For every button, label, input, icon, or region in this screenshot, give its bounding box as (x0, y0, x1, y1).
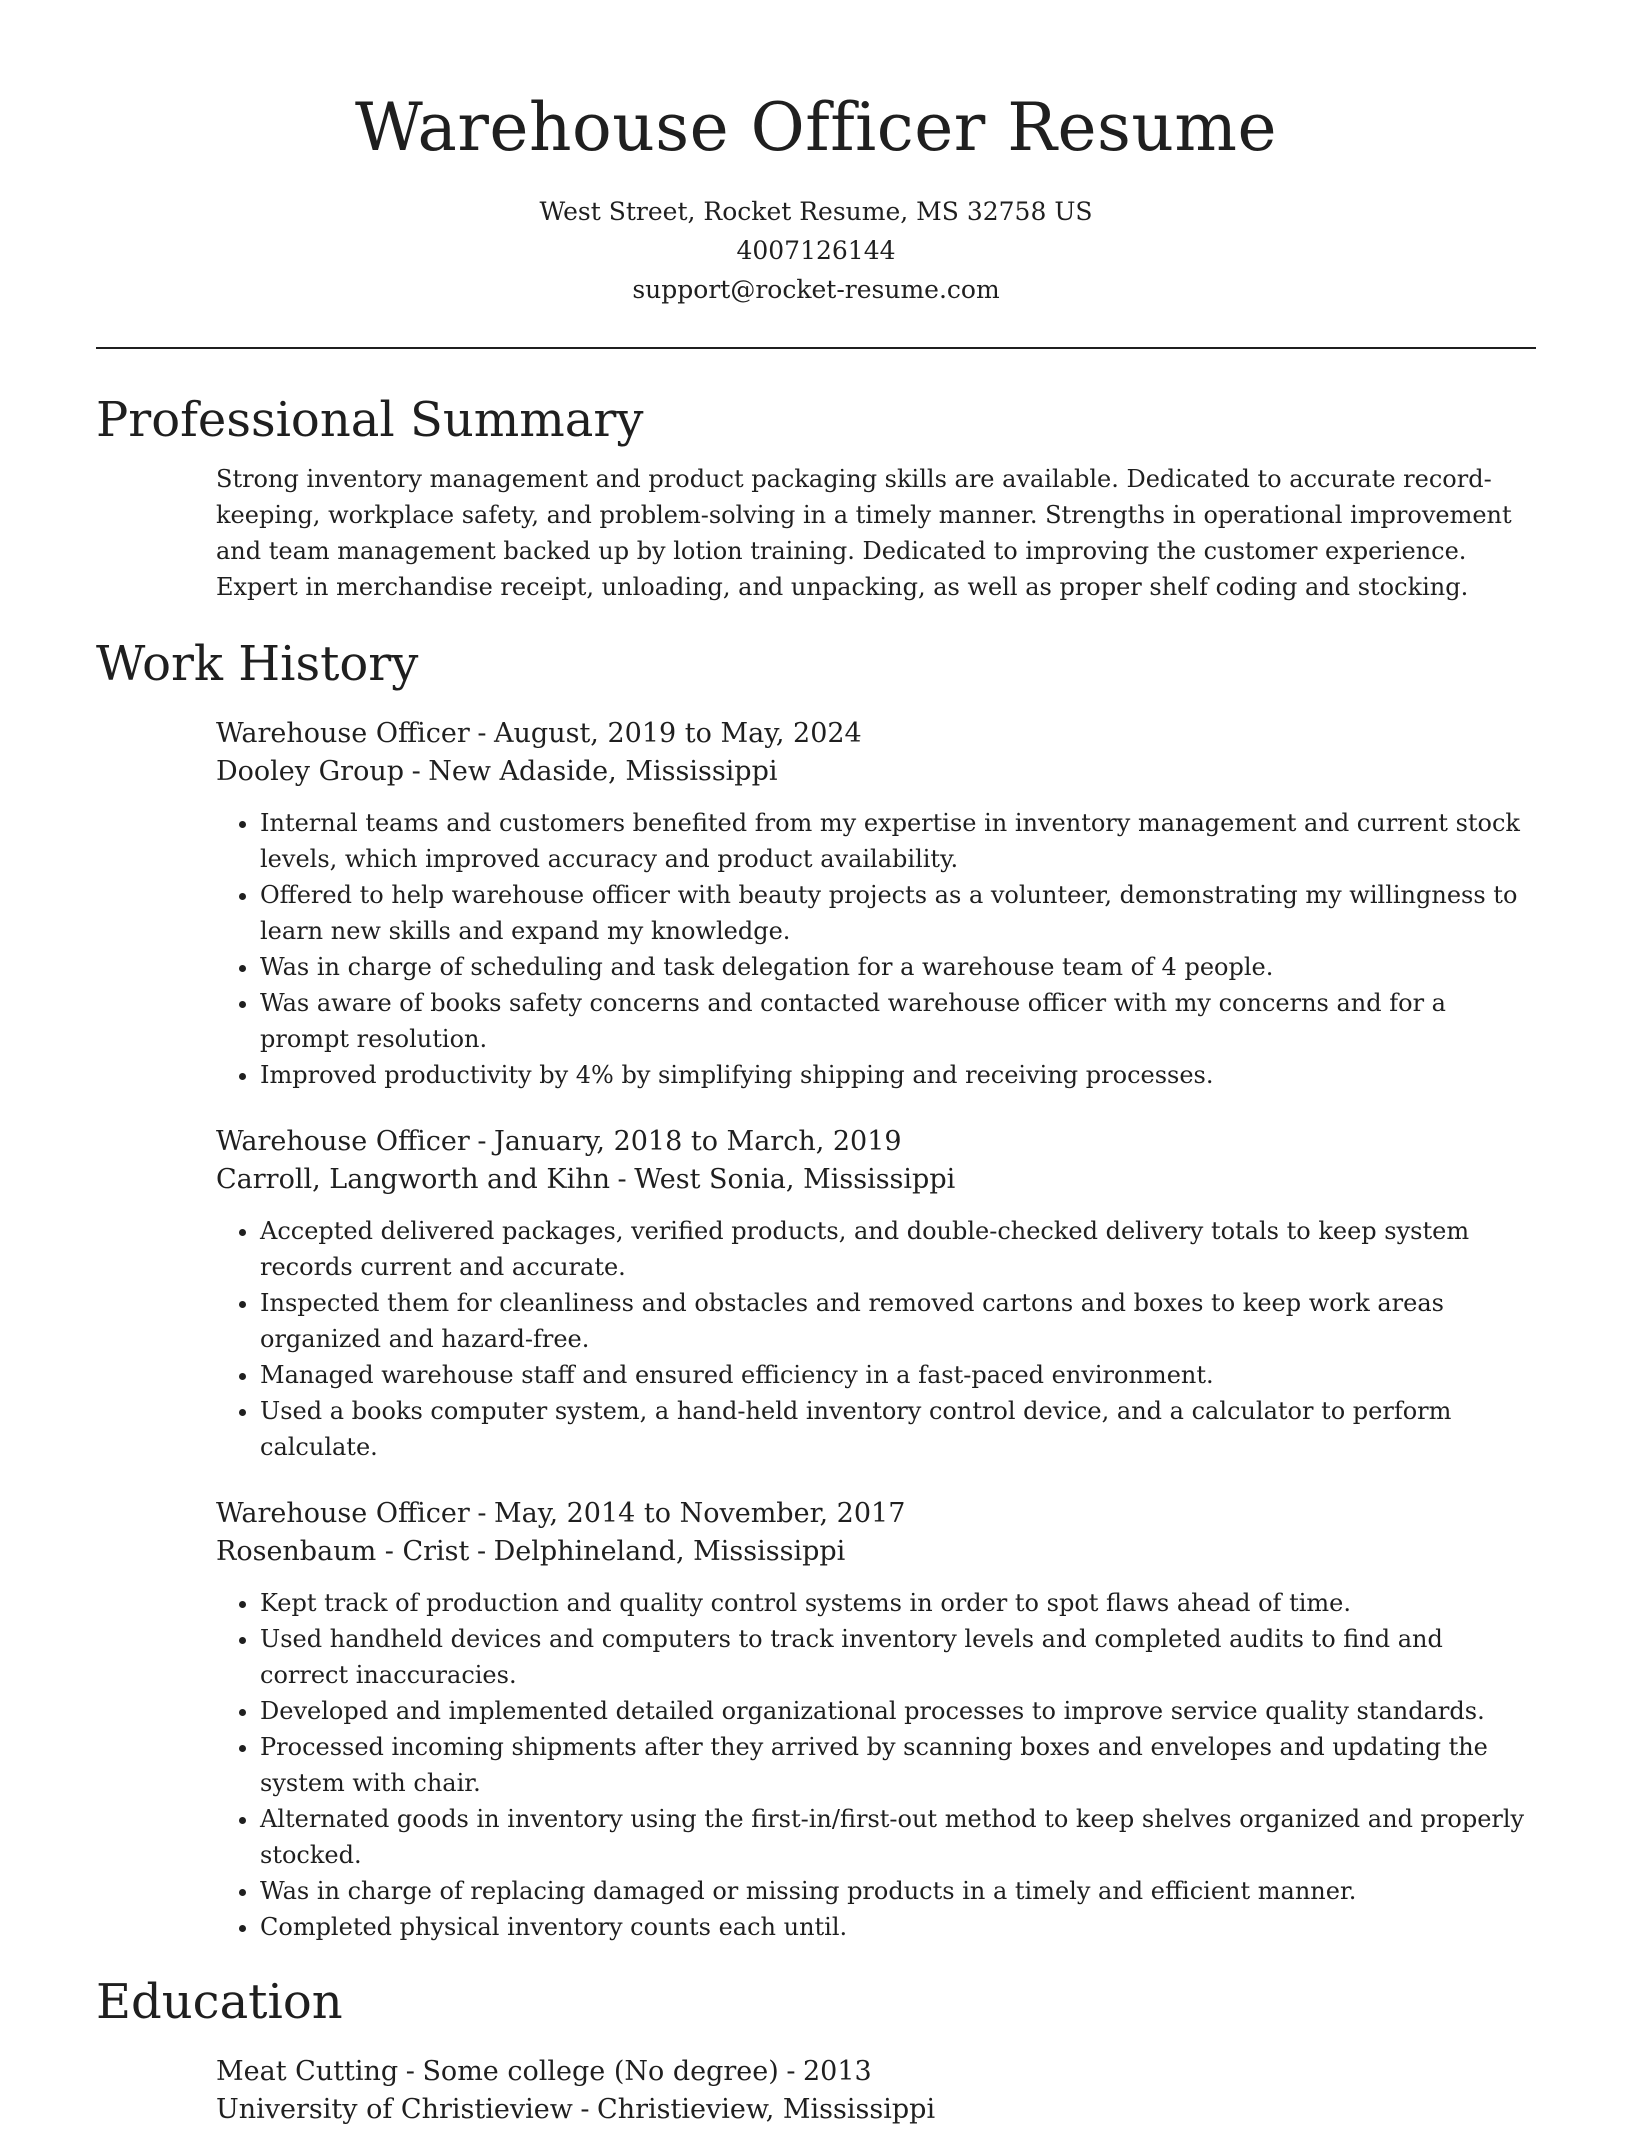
summary-text: Strong inventory management and product packaging skills are available. Dedicated to accurate record-keeping, workplace safety, and problem-solving in a timely manner. Strengths in operational improvement and team management backed up by lotion training. Dedicated to improving the customer experience. Expert in merchandise receipt, unloading, and unpacking, as well as proper shelf coding and stocking. (216, 465, 1512, 601)
job-company-line (216, 1161, 1536, 1199)
job-bullet: • Used a books computer system, a hand-held inventory control device, and a calculator to perform calculate. (260, 1393, 1536, 1465)
job-bullet: • Completed physical inventory counts each until. (260, 1909, 1536, 1945)
education-degree: Some college (No degree) (422, 2056, 779, 2087)
job-location: Delphineland, Mississippi (493, 1536, 846, 1567)
job-bullets (216, 1213, 1536, 1465)
separator: - (476, 1536, 487, 1567)
job-bullet: • Kept track of production and quality control systems in order to spot flaws ahead of time. (260, 1585, 1536, 1621)
job-company: Carroll, Langworth and Kihn (216, 1164, 610, 1195)
job-bullets (216, 805, 1536, 1093)
resume-title: Warehouse Officer Resume (354, 89, 1278, 166)
education-degree-line (216, 2053, 1536, 2091)
job-bullet: • Inspected them for cleanliness and obstacles and removed cartons and boxes to keep work areas organized and hazard-free. (260, 1285, 1536, 1357)
job-bullet: • Internal teams and customers benefited from my expertise in inventory management and current stock levels, which improved accuracy and product availability. (260, 805, 1536, 877)
job-dates: August, 2019 to May, 2024 (494, 718, 862, 749)
separator: - (580, 2094, 590, 2125)
header-divider (96, 347, 1536, 349)
work-history-heading: Work History (96, 636, 419, 692)
email: support@rocket-resume.com (632, 275, 1000, 304)
job-entry (216, 715, 1536, 1093)
job-bullet: • Managed warehouse staff and ensured efficiency in a fast-paced environment. (260, 1357, 1536, 1393)
education-location: Christieview, Mississippi (597, 2094, 936, 2125)
job-company-line (216, 1533, 1536, 1571)
job-role: Warehouse Officer (216, 1498, 470, 1529)
job-role: Warehouse Officer (216, 718, 470, 749)
job-dates: January, 2018 to March, 2019 (494, 1126, 902, 1157)
separator: - (405, 2056, 415, 2087)
job-location: West Sonia, Mississippi (634, 1164, 956, 1195)
job-company-line (216, 753, 1536, 791)
separator: - (411, 756, 421, 787)
job-bullet: • Developed and implemented detailed organizational processes to improve service quality standards. (260, 1693, 1536, 1729)
job-bullet: • Used handheld devices and computers to track inventory levels and completed audits to find and correct inaccuracies. (260, 1621, 1536, 1693)
separator: - (477, 718, 487, 749)
separator: - (477, 1126, 487, 1157)
job-dates: May, 2014 to November, 2017 (494, 1498, 906, 1529)
job-bullet: • Was aware of books safety concerns and contacted warehouse officer with my concerns and for a prompt resolution. (260, 985, 1536, 1057)
job-entry (216, 1495, 1536, 1945)
job-title-line (216, 1123, 1536, 1161)
education-field: Meat Cutting (216, 2056, 399, 2087)
separator: - (786, 2056, 796, 2087)
job-bullet: • Was in charge of replacing damaged or missing products in a timely and efficient manner. (260, 1873, 1536, 1909)
job-bullet: • Was in charge of scheduling and task delegation for a warehouse team of 4 people. (260, 949, 1536, 985)
education-heading: Education (96, 1974, 343, 2030)
job-bullet: • Alternated goods in inventory using the first-in/first-out method to keep shelves organized and properly stocked. (260, 1801, 1536, 1873)
job-bullet: • Accepted delivered packages, verified products, and double-checked delivery totals to keep system records current and accurate. (260, 1213, 1536, 1285)
address: West Street, Rocket Resume, MS 32758 US (539, 197, 1093, 226)
job-entry (216, 1123, 1536, 1465)
education-year: 2013 (802, 2056, 872, 2087)
education-school: University of Christieview (216, 2094, 573, 2125)
education-entry (216, 2053, 1536, 2129)
job-bullet: • Improved productivity by 4% by simplifying shipping and receiving processes. (260, 1057, 1536, 1093)
job-bullet: • Offered to help warehouse officer with beauty projects as a volunteer, demonstrating my willingness to learn new skills and expand my knowledge. (260, 877, 1536, 949)
separator: - (617, 1164, 627, 1195)
job-bullet: • Processed incoming shipments after they arrived by scanning boxes and envelopes and updating the system with chair. (260, 1729, 1536, 1801)
job-title-line (216, 1495, 1536, 1533)
job-title-line (216, 715, 1536, 753)
phone: 4007126144 (736, 236, 896, 265)
work-history-list (96, 715, 1536, 1945)
job-bullets (216, 1585, 1536, 1945)
education-school-line (216, 2091, 1536, 2129)
resume-header (96, 0, 1536, 309)
job-company: Dooley Group (216, 756, 405, 787)
job-role: Warehouse Officer (216, 1126, 470, 1157)
job-company: Rosenbaum - Crist (216, 1536, 470, 1567)
summary-heading: Professional Summary (96, 392, 644, 448)
separator: - (477, 1498, 487, 1529)
job-location: New Adaside, Mississippi (428, 756, 778, 787)
contact-info (96, 192, 1536, 309)
